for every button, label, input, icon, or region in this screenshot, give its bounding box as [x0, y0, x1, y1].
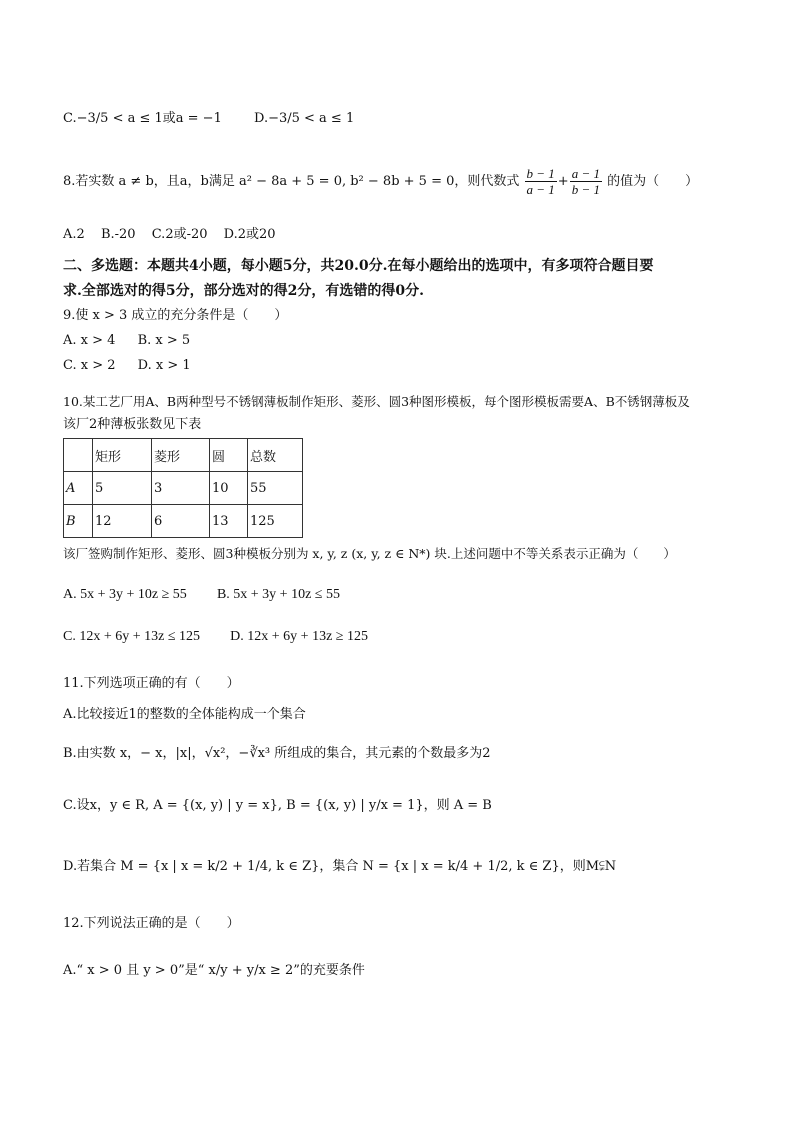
table-cell: 6	[152, 505, 210, 538]
table-header-cell: 矩形	[93, 439, 152, 472]
q8-stem-prefix: 8.若实数 a ≠ b，且a，b满足 a² − 8a + 5 = 0, b² − 8b + 5 = 0，则代数式	[63, 174, 520, 189]
q12-option-a: A.“ x > 0 且 y > 0”是“ x/y + y/x ≥ 2”的充要条件	[63, 963, 365, 978]
table-row	[64, 472, 303, 505]
q10-option-b: B. 5x + 3y + 10z ≤ 55	[216, 587, 340, 602]
section2-heading-line2: 求.全部选对的得5分，部分选对的得2分，有选错的得0分.	[63, 283, 424, 299]
table-cell: A	[64, 472, 93, 505]
table-cell: 5	[93, 472, 152, 505]
q11-option-b: B.由实数 x，− x，|x|，√x²，−∛x³ 所组成的集合，其元素的个数最多为2	[63, 746, 491, 761]
q11-option-a: A.比较接近1的整数的全体能构成一个集合	[63, 707, 306, 722]
q10-options-row1	[63, 586, 340, 604]
q7-option-d: D.−3/5 < a ≤ 1	[253, 111, 355, 126]
q8-fraction-1-num: b − 1	[526, 166, 555, 181]
q7-options	[63, 110, 354, 128]
q8-stem-suffix: 的值为（ ）	[607, 174, 699, 189]
table-header-row	[64, 439, 303, 472]
table-cell: 13	[210, 505, 248, 538]
q12-stem: 12.下列说法正确的是（ ）	[63, 916, 240, 931]
q7-option-c: C.−3/5 < a ≤ 1或a = −1	[63, 111, 222, 126]
table-cell: 12	[93, 505, 152, 538]
q11-option-d: D.若集合 M = {x | x = k/2 + 1/4, k ∈ Z}，集合 N = {x | x = k/4 + 1/2, k ∈ Z}，则M⫋N	[63, 859, 617, 874]
q10-stem-line1: 10.某工艺厂用A、B两种型号不锈钢薄板制作矩形、菱形、圆3种图形模板，每个图形模板需要A、B不锈钢薄板及	[63, 394, 690, 409]
q10-option-c: C. 12x + 6y + 13z ≤ 125	[63, 629, 201, 644]
table-cell: 10	[210, 472, 248, 505]
q8-fraction-2-num: a − 1	[571, 166, 600, 181]
q8-stem: 8.若实数 a ≠ b，且a，b满足 a² − 8a + 5 = 0, b² − 8b + 5 = 0，则代数式 $\frac{b - 1}{a - 1}$ + $\frac{a - 1}{b - 1}$ 的值为（ ）	[63, 166, 699, 197]
table-cell: 125	[248, 505, 303, 538]
q8-fraction-2-den: b − 1	[571, 182, 600, 197]
q8-fraction-1-den: a − 1	[526, 182, 555, 197]
q8-fraction-2	[570, 166, 602, 197]
q8-option-a: A.2	[63, 227, 85, 242]
table-header-cell: 菱形	[152, 439, 210, 472]
table-header-cell: 总数	[248, 439, 303, 472]
q9-stem: 9.使 x > 3 成立的充分条件是（ ）	[63, 308, 288, 323]
q8-option-b: B.-20	[100, 227, 136, 242]
table-header-cell: 圆	[210, 439, 248, 472]
q8-option-d: D.2或20	[223, 227, 276, 242]
section2-heading-line1: 二、多选题：本题共4小题，每小题5分，共20.0分.在每小题给出的选项中，有多项符合题目要	[63, 258, 654, 274]
q9-option-c: C. x > 2	[63, 358, 116, 373]
table-cell: 3	[152, 472, 210, 505]
q10-stem-line3: 该厂签购制作矩形、菱形、圆3种模板分别为 x, y, z (x, y, z ∈ N*) 块.上述问题中不等关系表示正确为（ ）	[63, 546, 676, 561]
q8-options	[63, 226, 276, 244]
q10-option-d: D. 12x + 6y + 13z ≥ 125	[230, 629, 368, 644]
q10-stem-line2: 该厂2种薄板张数见下表	[63, 417, 202, 432]
q9-option-a: A. x > 4	[63, 333, 116, 348]
q9-options-row1	[63, 332, 190, 350]
table-header-cell	[64, 439, 93, 472]
q10-option-a: A. 5x + 3y + 10z ≥ 55	[63, 587, 187, 602]
q11-stem: 11.下列选项正确的有（ ）	[63, 676, 240, 691]
q8-option-c: C.2或-20	[151, 227, 208, 242]
q9-option-d: D. x > 1	[137, 358, 191, 373]
table-cell: 55	[248, 472, 303, 505]
table-row	[64, 505, 303, 538]
q9-option-b: B. x > 5	[137, 333, 191, 348]
q11-option-c: C.设x，y ∈ R, A = {(x, y) | y = x}, B = {(x, y) | y/x = 1}，则 A = B	[63, 798, 492, 813]
q9-options-row2	[63, 357, 191, 375]
q8-fraction-1	[525, 166, 557, 197]
table-cell: B	[64, 505, 93, 538]
q10-table	[63, 438, 303, 538]
q10-options-row2	[63, 628, 368, 646]
